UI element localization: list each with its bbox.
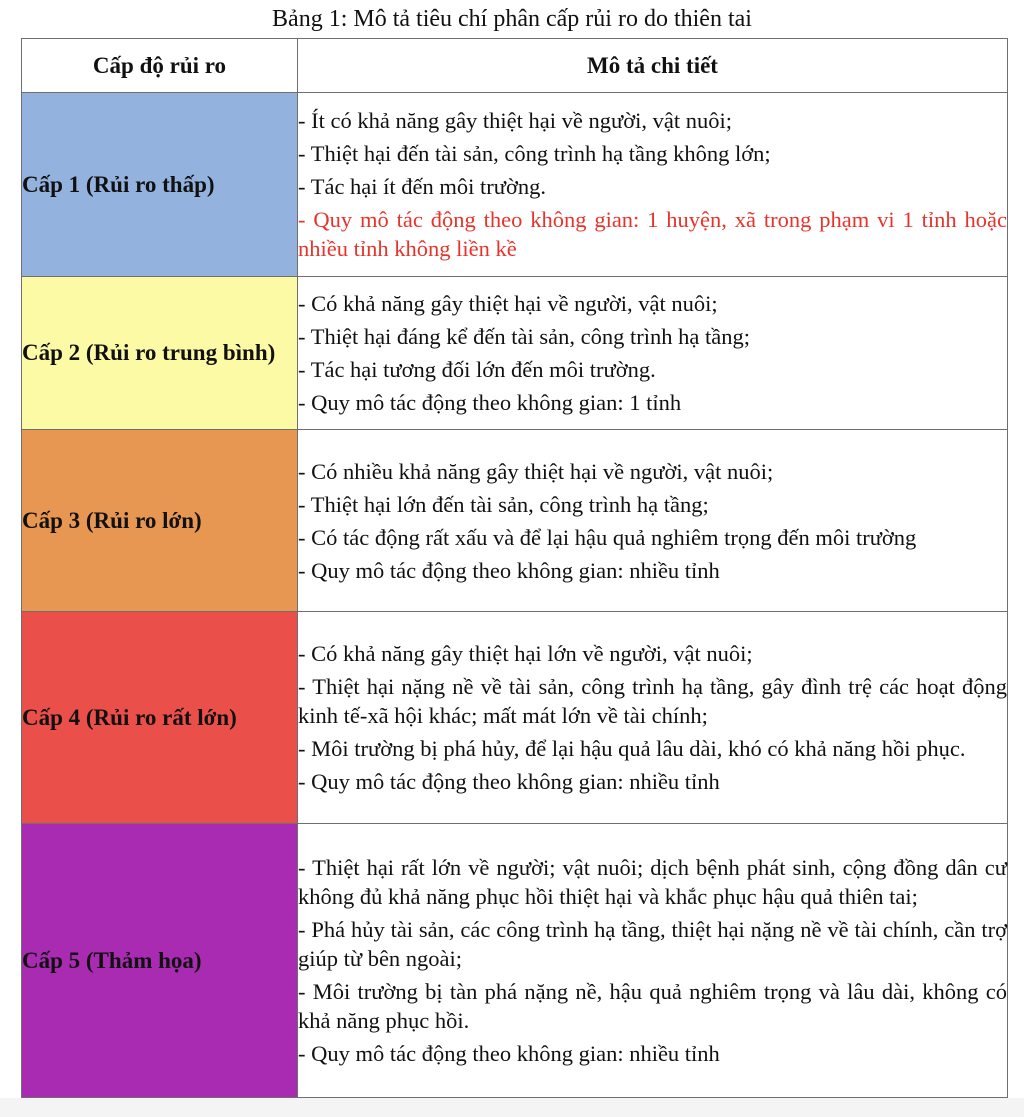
description-line: - Thiệt hại rất lớn về người; vật nuôi; dịch bệnh phát sinh, cộng đồng dân cư không đủ khả năng phục hồi thiệt hại và khắc phục hậu quả thiên tai; — [298, 855, 1007, 909]
risk-level-table — [21, 38, 1008, 1098]
description-line: - Tác hại tương đối lớn đến môi trường. — [298, 357, 656, 382]
description-line: - Thiệt hại nặng nề về tài sản, công trình hạ tầng, gây đình trệ các hoạt động kinh tế-xã hội khác; mất mát lớn về tài chính; — [298, 674, 1007, 728]
description-cell — [298, 93, 1008, 277]
description-line: - Quy mô tác động theo không gian: 1 tỉnh — [298, 390, 682, 415]
description-line: - Quy mô tác động theo không gian: nhiều tỉnh — [298, 769, 720, 794]
description-line: - Quy mô tác động theo không gian: nhiều tỉnh — [298, 1041, 720, 1066]
description-line: - Có khả năng gây thiệt hại lớn về người, vật nuôi; — [298, 641, 753, 666]
table-row-level-3 — [22, 430, 1008, 612]
header-description: Mô tả chi tiết — [298, 39, 1008, 93]
header-risk-level: Cấp độ rủi ro — [22, 39, 298, 93]
description-line: - Môi trường bị tàn phá nặng nề, hậu quả nghiêm trọng và lâu dài, không có khả năng phục hồi. — [298, 979, 1007, 1033]
table-row-level-5 — [22, 824, 1008, 1098]
description-line: - Tác hại ít đến môi trường. — [298, 174, 546, 199]
table-row-level-1 — [22, 93, 1008, 277]
description-line: - Thiệt hại lớn đến tài sản, công trình hạ tầng; — [298, 491, 709, 517]
description-cell — [298, 277, 1008, 430]
description-line: - Ít có khả năng gây thiệt hại về người, vật nuôi; — [298, 108, 732, 133]
table-row-level-2 — [22, 277, 1008, 430]
table-caption: Bảng 1: Mô tả tiêu chí phân cấp rủi ro do thiên tai — [272, 6, 752, 32]
risk-level-cell: Cấp 3 (Rủi ro lớn) — [22, 430, 298, 612]
risk-level-cell: Cấp 5 (Thảm họa) — [22, 824, 298, 1098]
description-line: - Thiệt hại đáng kể đến tài sản, công trình hạ tầng; — [298, 324, 750, 349]
risk-level-cell: Cấp 2 (Rủi ro trung bình) — [22, 277, 298, 430]
description-line: - Thiệt hại đến tài sản, công trình hạ tầng không lớn; — [298, 141, 771, 166]
table-header-row — [22, 39, 1008, 93]
description-cell — [298, 430, 1008, 612]
description-line: - Môi trường bị phá hủy, để lại hậu quả lâu dài, khó có khả năng hồi phục. — [298, 736, 966, 761]
description-cell — [298, 824, 1008, 1098]
description-line: - Quy mô tác động theo không gian: nhiều tỉnh — [298, 557, 720, 583]
description-line: - Quy mô tác động theo không gian: 1 huyện, xã trong phạm vi 1 tỉnh hoặc nhiều tỉnh không liền kề — [298, 207, 1007, 261]
risk-level-cell: Cấp 1 (Rủi ro thấp) — [22, 93, 298, 277]
table-row-level-4 — [22, 612, 1008, 824]
description-line: - Phá hủy tài sản, các công trình hạ tầng, thiệt hại nặng nề về tài chính, cần trợ giúp từ bên ngoài; — [298, 917, 1007, 971]
description-line: - Có khả năng gây thiệt hại về người, vật nuôi; — [298, 291, 718, 316]
risk-level-cell: Cấp 4 (Rủi ro rất lớn) — [22, 612, 298, 824]
description-cell — [298, 612, 1008, 824]
description-line: - Có nhiều khả năng gây thiệt hại về người, vật nuôi; — [298, 458, 774, 484]
description-line: - Có tác động rất xấu và để lại hậu quả nghiêm trọng đến môi trường — [298, 524, 917, 550]
